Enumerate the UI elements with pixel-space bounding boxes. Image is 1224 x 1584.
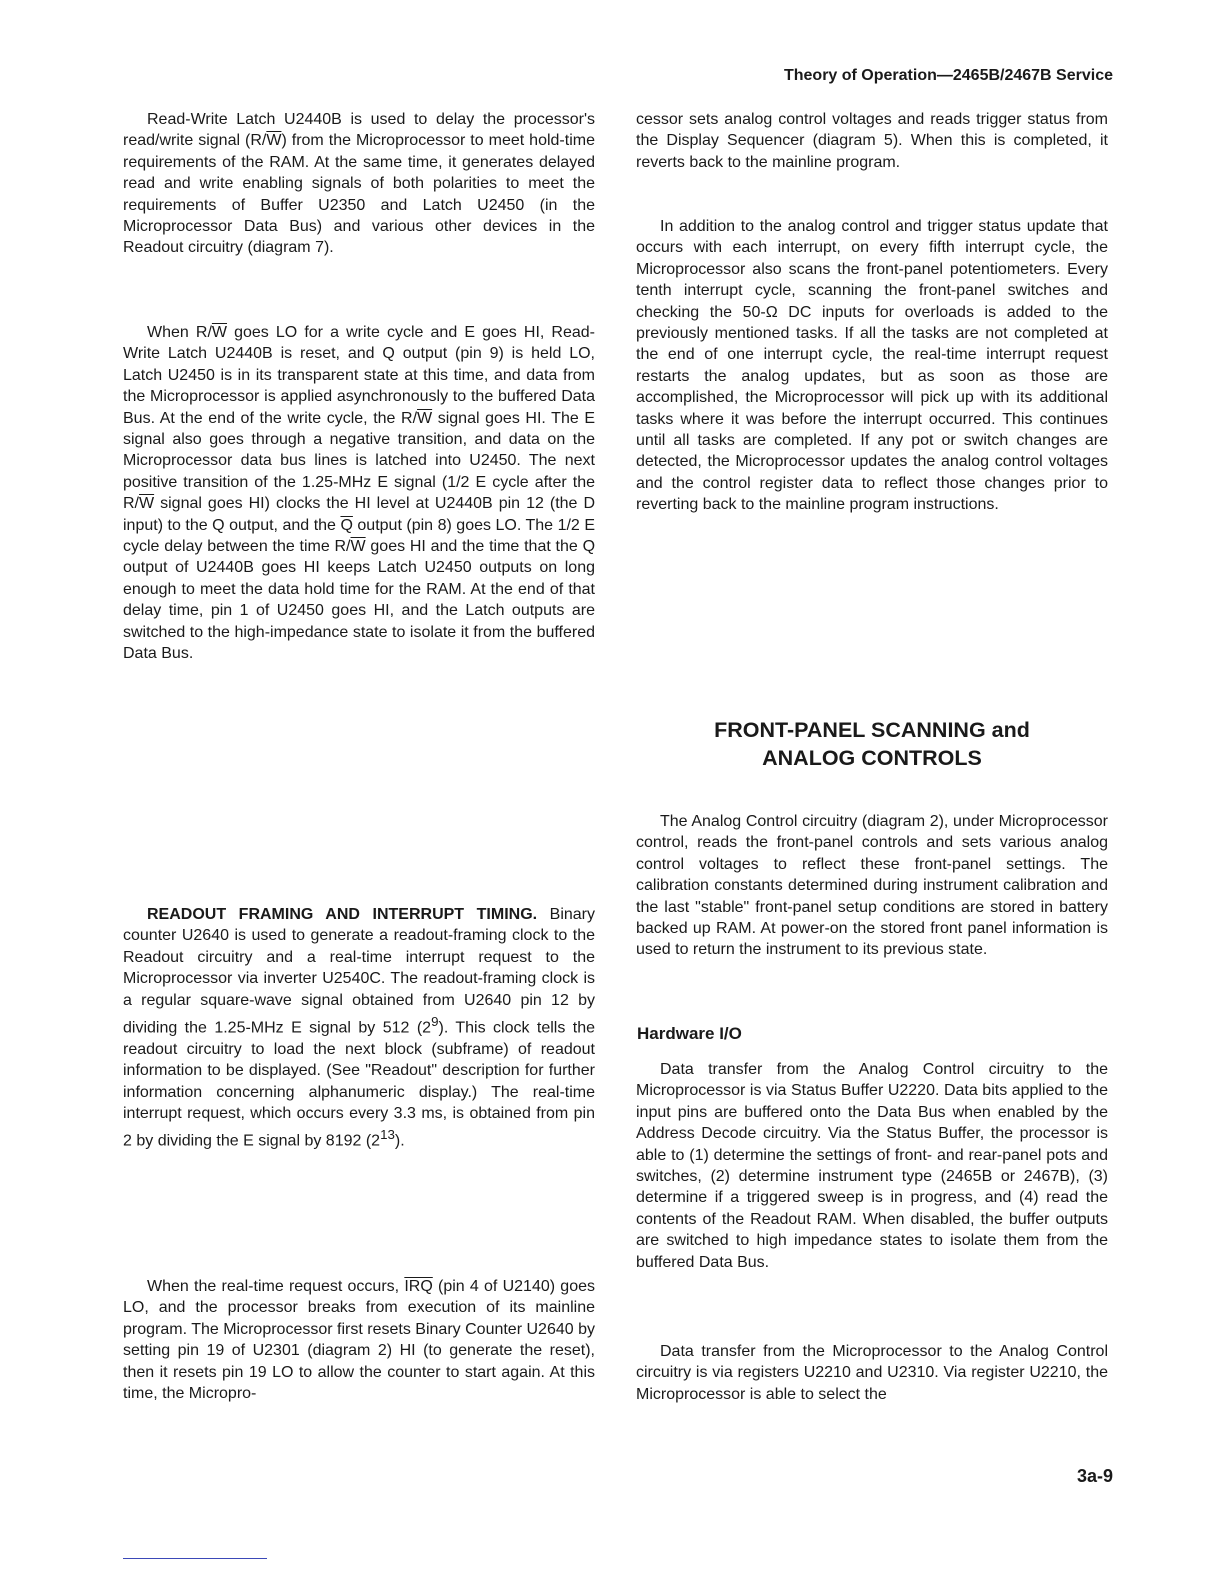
running-header: Theory of Operation—2465B/2467B Service — [783, 67, 1113, 84]
w-overbar: $\overline{W}$ — [139, 495, 155, 513]
paragraph-real-time-request: When the real-time request occurs, $\overline{IRQ}$ (pin 4 of U2140) goes LO, and the processor breaks from execution of its mainline program. The Microprocessor first resets Binary Counter U2640 by setting pin 19 of U2301 (diagram 2) HI (to generate the reset), then it resets pin 19 LO to allow the counter to start again. At this time, the Micropro- — [123, 1278, 595, 1403]
w-overbar: $\overline{W}$ — [350, 538, 366, 556]
section-heading: FRONT-PANEL SCANNING and ANALOG CONTROLS — [714, 718, 1030, 770]
paragraph-continuation: cessor sets analog control voltages and reads trigger status from the Display Sequencer (diagram 5). When this is completed, it reverts back to the mainline program. — [636, 111, 1108, 171]
paragraph-interrupt-tasks: In addition to the analog control and trigger status update that occurs with each interrupt, on every fifth interrupt cycle, the Microprocessor also scans the front-panel potentiometers. Every tenth interrupt cycle, scanning the front-panel switches and checking the 50-Ω DC inputs for overloads is added to the previously mentioned tasks. If all the tasks are not completed at the end of one interrupt cycle, the real-time interrupt request restarts the analog updates, but as soon as those are accomplished, the Microprocessor will pick up with its additional tasks where it was before the interrupt occurred. This continues until all tasks are completed. If any pot or switch changes are detected, the Microprocessor updates the analog control voltages and the control register data to reflect those changes prior to reverting back to the mainline program instructions. — [636, 218, 1108, 514]
paragraph-registers: Data transfer from the Microprocessor to the Analog Control circuitry is via registers U2210 and U2310. Via register U2210, the Microprocessor is able to select the — [636, 1343, 1108, 1403]
subheading-hardware-io: Hardware I/O — [637, 1024, 742, 1043]
w-overbar: $\overline{W}$ — [417, 409, 433, 427]
paragraph-readout-framing: READOUT FRAMING AND INTERRUPT TIMING. Binary counter U2640 is used to generate a readout-framing clock to the Readout circuitry and a real-time interrupt request to the Microprocessor via inverter U2540C. The readout-framing clock is a regular square-wave signal obtained from U2640 pin 12 by dividing the 1.25-MHz E signal by 512 $(2^9)$. This clock tells the readout circuitry to load the next block (subframe) of readout information to be displayed. (See "Readout" description for further information concerning alphanumeric display.) The real-time interrupt request, which occurs every 3.3 ms, is obtained from pin 2 by dividing the E signal by 8192 $(2^{13})$. — [123, 906, 596, 1150]
w-overbar: $\overline{W}$ — [211, 324, 228, 341]
run-in-heading: READOUT FRAMING AND INTERRUPT TIMING. — [147, 906, 538, 923]
w-overbar: $\overline{W}$ — [266, 132, 282, 150]
q-overbar: $\overline{Q}$ — [340, 516, 353, 534]
paragraph-write-cycle: When $R/\overline{W}$ goes LO for a write cycle and E goes HI, Read-Write Latch U2440B is reset, and Q output (pin 9) is held LO, Latch U2450 is in its transparent state at this time, and data from the Microprocessor is applied asynchronously to the buffered Data Bus. At the end of the write cycle, the $R/\overline{W}$ signal goes HI. The E signal also goes through a negative transition, and data on the Microprocessor data bus lines is latched into U2450. The next positive transition of the 1.25-MHz E signal (1/2 E cycle after the $R/\overline{W}$ signal goes HI) clocks the HI level at U2440B pin 12 (the D input) to the Q output, and the $\overline{Q}$ output (pin 8) goes LO. The 1/2 E cycle delay between the time $R/\overline{W}$ goes HI and the time that the Q output of U2440B goes HI keeps Latch U2450 outputs on long enough to meet the data hold time for the RAM. At the end of that delay time, pin 1 of U2450 goes HI, and the Latch outputs are switched to the high-impedance state to isolate it from the buffered Data Bus. — [123, 324, 596, 663]
paragraph-analog-control: The Analog Control circuitry (diagram 2), under Microprocessor control, reads the front-panel controls and sets various analog control voltages to reflect these front-panel settings. The calibration constants determined during instrument calibration and the last "stable" front-panel setup conditions are stored in battery backed up RAM. At power-on the stored front panel information is used to return the instrument to its previous state. — [636, 813, 1108, 959]
footnote-rule — [123, 1558, 267, 1559]
irq-overbar: $\overline{IRQ}$ — [404, 1278, 433, 1295]
paragraph-status-buffer: Data transfer from the Analog Control circuitry to the Microprocessor is via Status Buffer U2220. Data bits applied to the input pins are buffered onto the Data Bus when enabled by the Address Decode circuitry. Via the Status Buffer, the processor is able to (1) determine the settings of front- and rear-panel pots and switches, (2) determine instrument type (2465B or 2467B), (3) determine if a triggered sweep is in progress, and (4) read the contents of the Readout RAM. When disabled, the buffer outputs are switched to high impedance states to isolate them from the buffered Data Bus. — [636, 1061, 1108, 1271]
paragraph-read-write-latch: Read-Write Latch U2440B is used to delay the processor's read/write signal $(R/\overline{W})$ from the Microprocessor to meet hold-time requirements of the RAM. At the same time, it generates delayed read and write enabling signals of both polarities to meet the requirements of Buffer U2350 and Latch U2450 (in the Microprocessor Data Bus) and various other devices in the Readout circuitry (diagram 7). — [123, 111, 595, 257]
page-number: 3a-9 — [1076, 1466, 1113, 1486]
